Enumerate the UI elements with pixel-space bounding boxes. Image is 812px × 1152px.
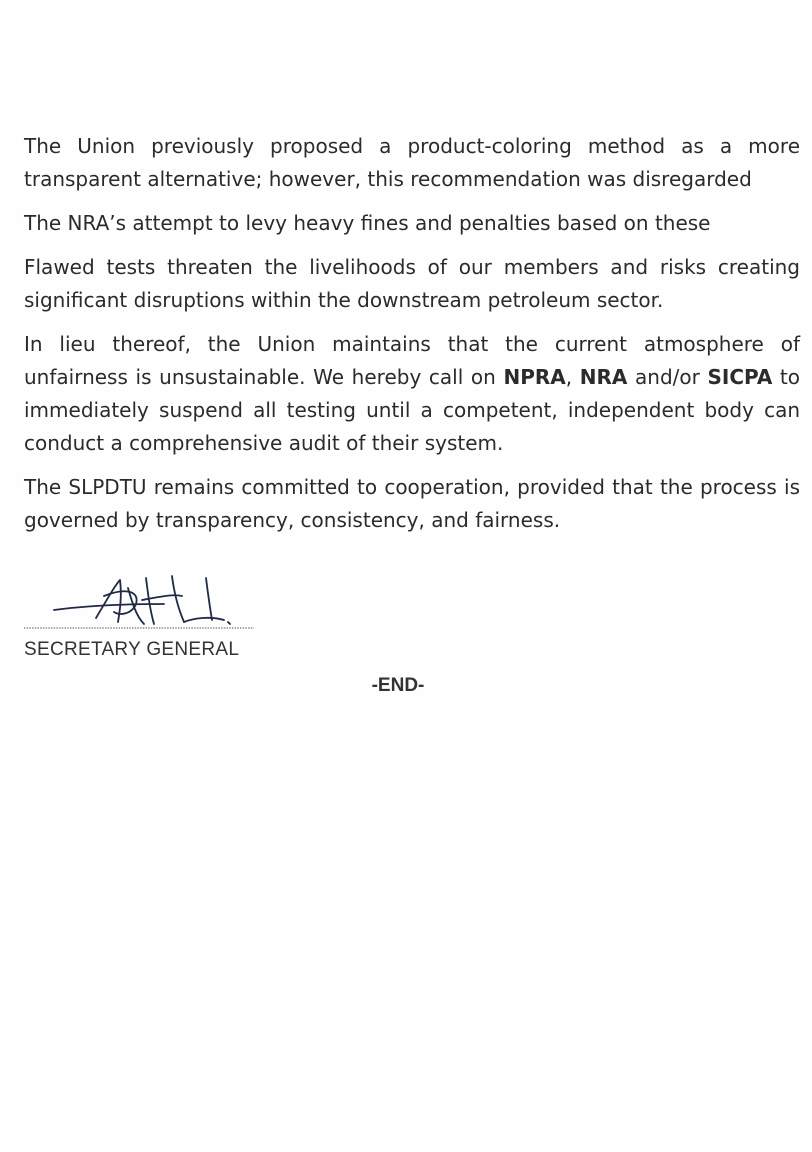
paragraph-call-to-suspend bbox=[24, 328, 800, 460]
call-text-part1: In lieu thereof, the Union maintains that the current atmosphere of unfairness is unsustainable. We hereby call on bbox=[24, 332, 800, 389]
call-text-sep1: , bbox=[565, 365, 580, 389]
end-mark: -END- bbox=[371, 675, 425, 696]
call-text-part2: to immediately suspend all testing until a competent, independent body can conduct a comprehensive audit of their system. bbox=[24, 365, 801, 455]
paragraph-commitment: The SLPDTU remains committed to cooperation, provided that the process is governed by transparency, consistency, and fairness. bbox=[24, 475, 800, 532]
sicpa-bold: SICPA bbox=[707, 365, 773, 389]
letter-body bbox=[24, 130, 800, 548]
npra-bold: NPRA bbox=[503, 365, 566, 389]
paragraph-flawed-tests: Flawed tests threaten the livelihoods of our members and risks creating significant disruptions within the downstream petroleum sector. bbox=[24, 255, 800, 312]
signatory-title: SECRETARY GENERAL bbox=[24, 639, 240, 660]
paragraph-nra-fines: The NRA’s attempt to levy heavy fines and penalties based on these bbox=[24, 211, 711, 235]
call-text-sep2: and/or bbox=[627, 365, 708, 389]
handwritten-signature bbox=[24, 566, 264, 636]
signature-block bbox=[24, 566, 264, 666]
paragraph-product-coloring: The Union previously proposed a product-coloring method as a more transparent alternative; however, this recommendation was disregarded bbox=[24, 134, 800, 191]
nra-bold: NRA bbox=[579, 365, 628, 389]
